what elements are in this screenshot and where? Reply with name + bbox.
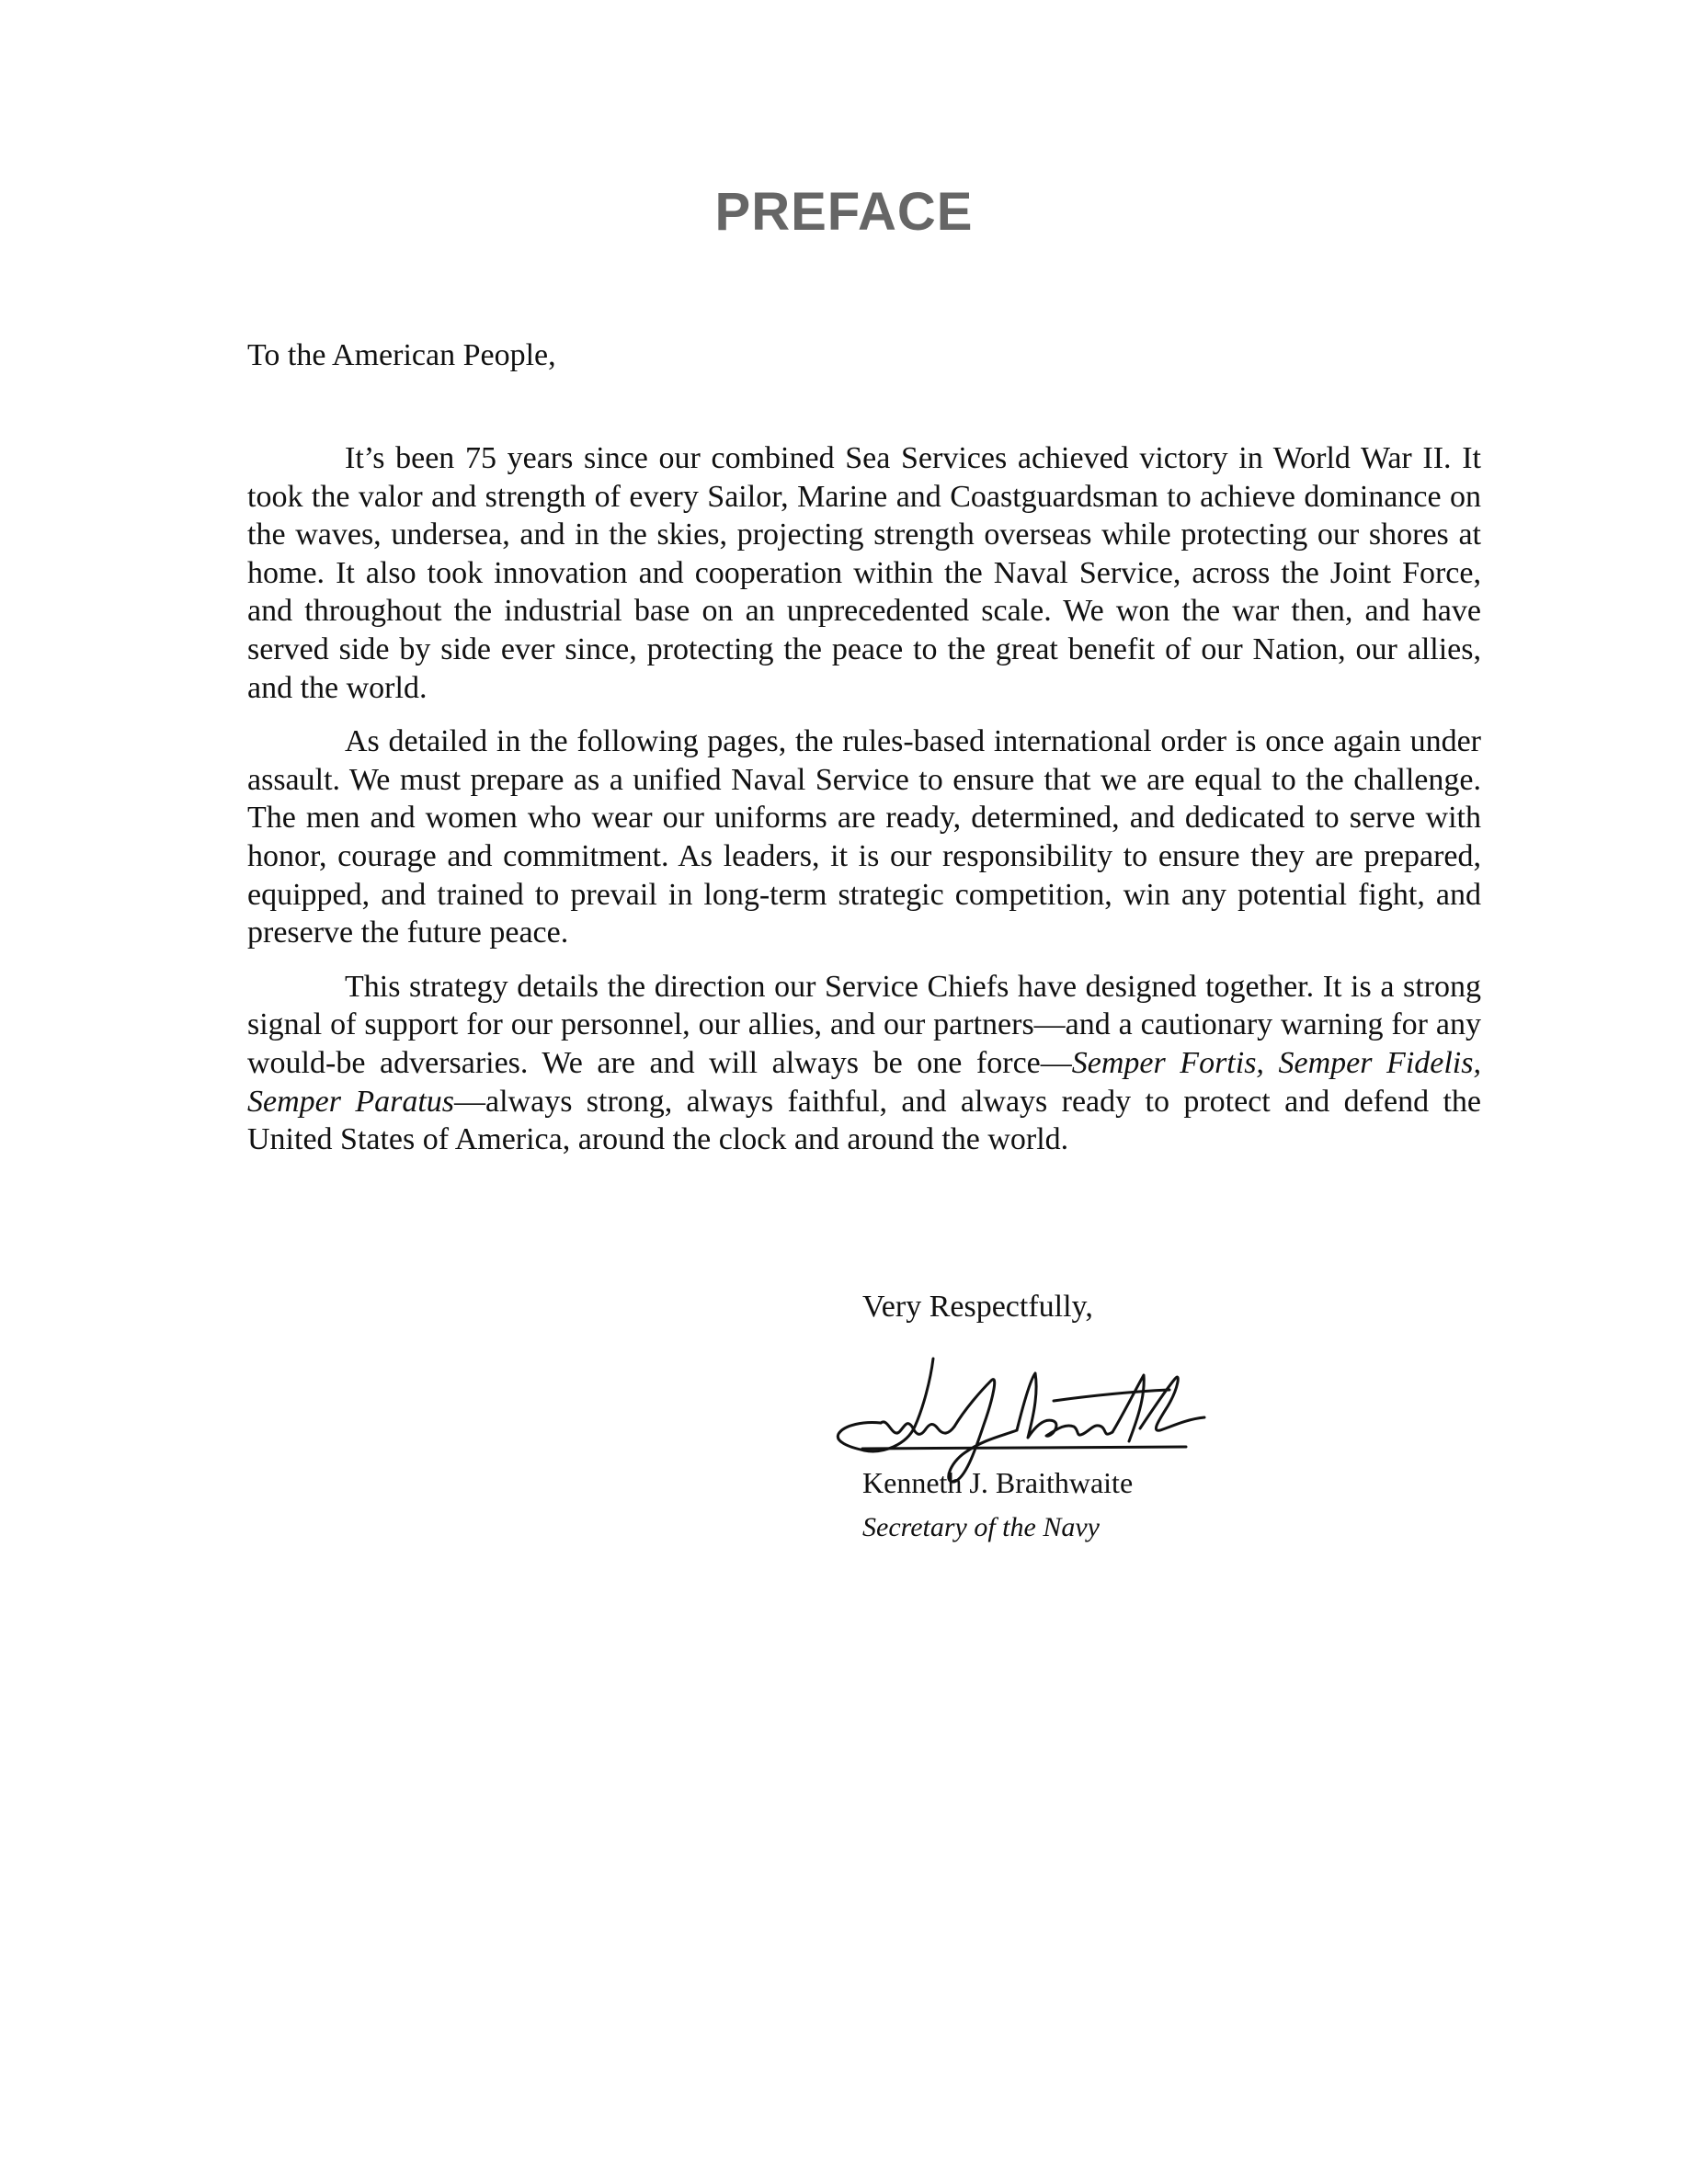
paragraph-1: It’s been 75 years since our combined Sea Services achieved victory in World War II. It took the valor and strength of every Sailor, Marine and Coastguardsman to achieve dominance on the waves, undersea, and in the skies, projecting strength overseas while protecting our shores at home. It also took innovation and cooperation within the Naval Service, across the Joint Force, and throughout the industrial base on an unprecedented scale. We won the war then, and have served side by side ever since, protecting the peace to the great benefit of our Nation, our allies, and the world. (247, 441, 1481, 705)
letter-body (247, 439, 1481, 1175)
paragraph-3 (247, 968, 1481, 1159)
paragraph-3-motto: Semper Fortis, Semper Fidelis, Semper Paratus (247, 1045, 1481, 1119)
paragraph-2: As detailed in the following pages, the rules-based international order is once again under assault. We must prepare as a unified Naval Service to ensure that we are equal to the challenge. The men and women who wear our uniforms are ready, determined, and dedicated to serve with honor, courage and commitment. As leaders, it is our responsibility to ensure they are prepared, equipped, and trained to prevail in long-term strategic competition, win any potential fight, and preserve the future peace. (247, 724, 1481, 950)
page-title: PREFACE (714, 182, 974, 242)
signer-title: Secretary of the Navy (862, 1512, 1100, 1542)
paragraph-3-text-start: This strategy details the direction our Service Chiefs have designed together. It is a strong signal of support for our personnel, our allies, and our partners—and a cautionary warning for any would-be adversaries. We are and will always be one force— (247, 969, 1481, 1080)
signer-name: Kenneth J. Braithwaite (862, 1466, 1134, 1499)
closing: Very Respectfully, (862, 1290, 1093, 1324)
salutation: To the American People, (247, 338, 556, 372)
paragraph-3-text-end: —always strong, always faithful, and always ready to protect and defend the United States of America, around the clock and around the world. (247, 1084, 1481, 1157)
